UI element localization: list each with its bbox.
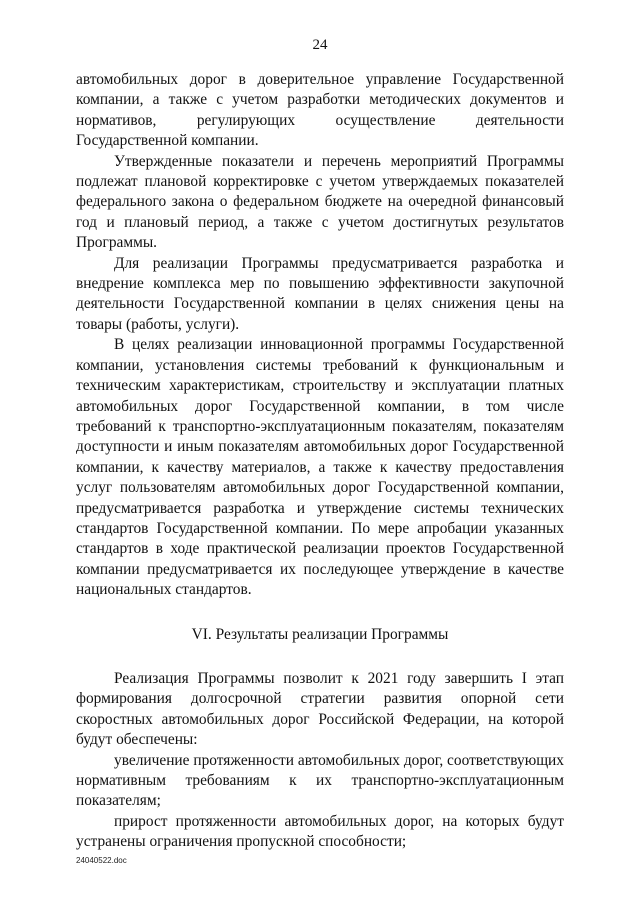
paragraph-results: Реализация Программы позволит к 2021 году завершить I этап формирования долгосрочной стратегии развития опорной сети скоростных автомобильных дорог Российской Федерации, на которой будут обеспечены: [76, 669, 564, 749]
paragraph-continuation: автомобильных дорог в доверительное управление Государственной компании, а также с учетом разработки методических документов и нормативов, регулирующих осуществление деятельности Государственной компании. [76, 71, 564, 150]
list-item-capacity-increase: прирост протяженности автомобильных дорог, на которых будут устранены ограничения пропускной способности; [76, 812, 564, 851]
page-number: 24 [312, 37, 328, 53]
document-body [76, 70, 564, 853]
list-item-length-increase: увеличение протяженности автомобильных дорог, соответствующих нормативным требованиям к их транспортно-эксплуатационным показателям; [76, 751, 564, 810]
paragraph-procurement: Для реализации Программы предусматривается разработка и внедрение комплекса мер по повышению эффективности закупочной деятельности Государственной компании в целях снижения цены на товары (работы, услуги). [76, 254, 564, 333]
paragraph-innovation: В целях реализации инновационной программы Государственной компании, установления системы требований к функциональным и техническим характеристикам, строительству и эксплуатации платных автомобильных дорог Государственной компании, в том числе требований к транспортно-эксплуатационным показателям, показателям доступности и иным показателям автомобильных дорог Государственной компании, к качеству материалов, а также к качеству предоставления услуг пользователям автомобильных дорог Государственной компании, предусматривается разработка и утверждение системы технических стандартов Государственной компании. По мере апробации указанных стандартов в ходе практической реализации проектов Государственной компании предусматривается их последующее утверждение в качестве национальных стандартов. [76, 336, 564, 599]
paragraph-indicators: Утвержденные показатели и перечень мероприятий Программы подлежат плановой корректировке с учетом утверждаемых показателей федерального закона о федеральном бюджете на очередной финансовый год и плановый период, а также с учетом достигнутых результатов Программы. [76, 152, 564, 252]
footer-filename: 24040522.doc [76, 856, 127, 865]
section-heading: VI. Результаты реализации Программы [191, 625, 449, 643]
